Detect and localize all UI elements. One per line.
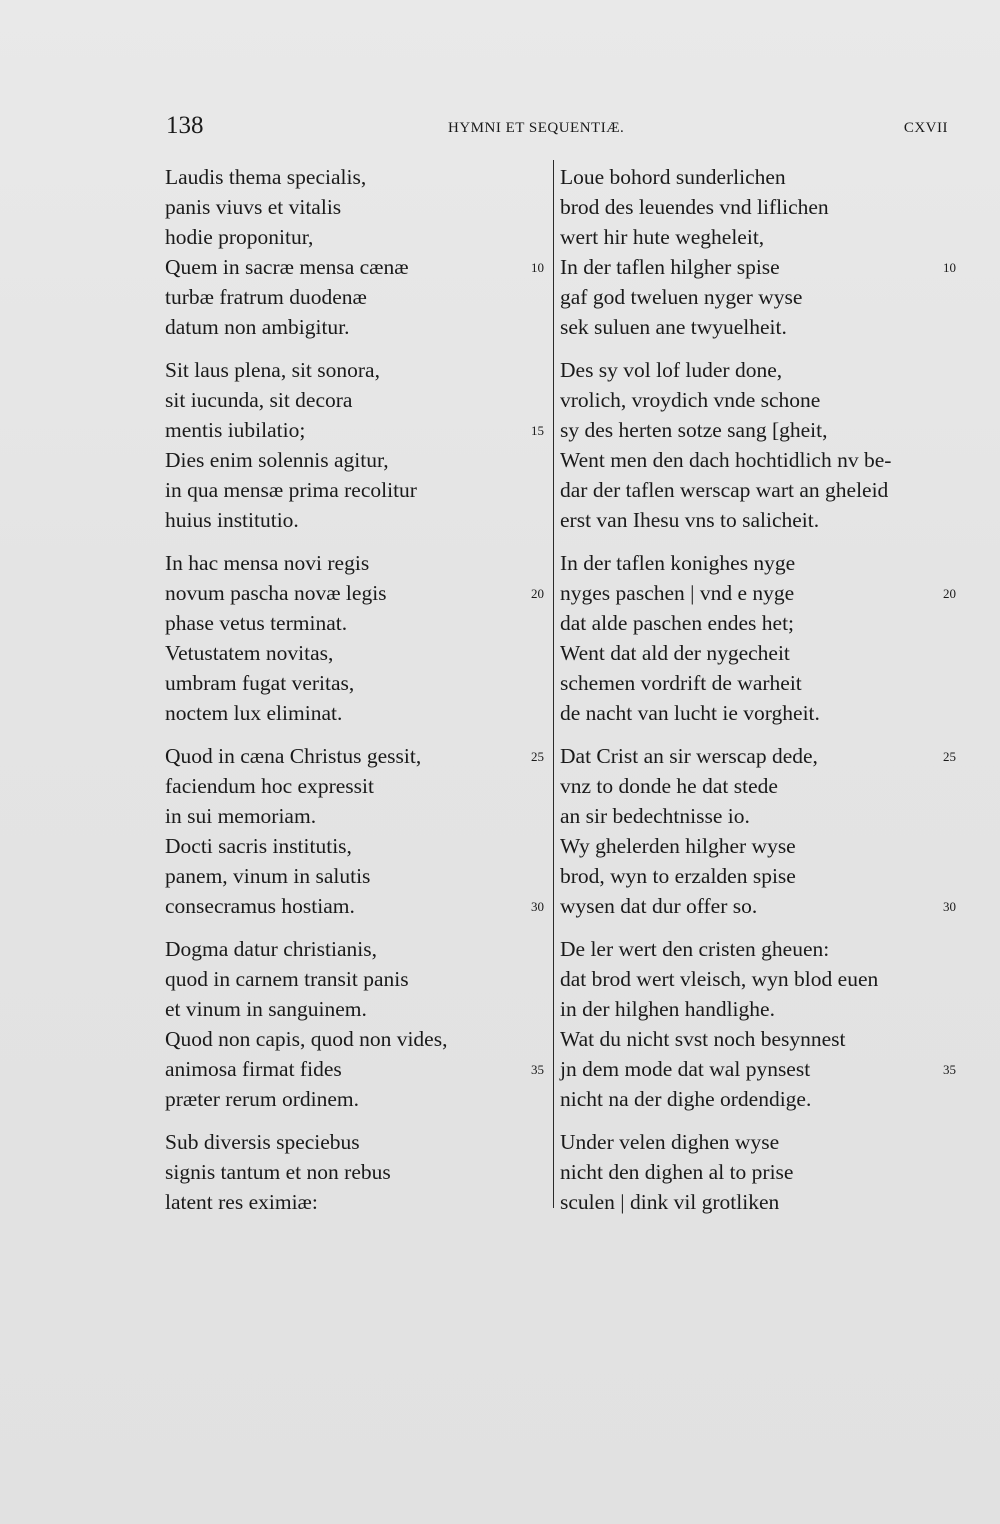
verse-line [560,445,950,475]
verse-line [165,801,550,831]
verse-text: quod in carnem transit panis [165,967,409,991]
verse-line [165,741,550,771]
verse-text: latent res eximiæ: [165,1190,318,1214]
verse-text: vnz to donde he dat stede [560,774,778,798]
running-title: HYMNI ET SEQUENTIÆ. [448,120,625,136]
verse-line [560,638,950,668]
page-number: 138 [166,112,204,139]
verse-text: præter rerum ordinem. [165,1087,360,1111]
verse-line [560,312,950,342]
verse-line [165,1127,550,1157]
latin-stanza [165,934,550,1114]
verse-line [165,1054,550,1084]
verse-text: novum pascha novæ legis [165,581,387,605]
verse-text: animosa firmat fides [165,1057,342,1081]
verse-line [560,698,950,728]
verse-line [165,964,550,994]
verse-line [560,994,950,1024]
verse-text: Quem in sacræ mensa cænæ [165,255,409,279]
line-number: 20 [531,586,544,601]
verse-line [165,415,550,445]
verse-text: panis viuvs et vitalis [165,195,342,219]
verse-line [165,475,550,505]
verse-line [560,608,950,638]
verse-line [560,861,950,891]
verse-text: Wy ghelerden hilgher wyse [560,834,796,858]
verse-line [560,1157,950,1187]
german-stanza [560,355,950,535]
verse-text: Quod in cæna Christus gessit, [165,744,422,768]
verse-line [165,385,550,415]
verse-text: In der taflen hilgher spise [560,255,780,279]
verse-line [560,578,956,608]
verse-text: Laudis thema specialis, [165,165,367,189]
verse-line [560,192,950,222]
verse-line [165,505,550,535]
verse-text: dat alde paschen endes het; [560,611,795,635]
verse-line [560,1127,950,1157]
verse-text: wysen dat dur offer so. [560,894,758,918]
verse-text: consecramus hostiam. [165,894,355,918]
latin-stanza [165,741,550,921]
german-stanza [560,1127,950,1217]
verse-line [560,505,950,535]
verse-line [165,608,550,638]
verse-line [560,282,950,312]
verse-text: in sui memoriam. [165,804,317,828]
verse-line [165,1157,550,1187]
verse-line [165,1024,550,1054]
verse-line [165,638,550,668]
german-stanza [560,741,956,921]
line-number: 15 [531,423,544,438]
verse-line [560,162,950,192]
verse-line [165,891,550,921]
verse-text: Sit laus plena, sit sonora, [165,358,380,382]
verse-line [560,475,950,505]
verse-text: Sub diversis speciebus [165,1130,360,1154]
verse-line [165,831,550,861]
verse-line [165,698,550,728]
verse-text: phase vetus terminat. [165,611,348,635]
line-number: 35 [531,1062,544,1077]
verse-line [560,891,956,921]
verse-line [165,445,550,475]
verse-text: umbram fugat veritas, [165,671,355,695]
latin-stanza [165,1127,550,1217]
verse-text: Went men den dach hochtidlich nv be- [560,448,892,472]
verse-line [165,668,550,698]
verse-text: et vinum in sanguinem. [165,997,367,1021]
verse-line [165,934,550,964]
latin-column [165,162,550,1230]
verse-text: sy des herten sotze sang [gheit, [560,418,828,442]
verse-text: dat brod wert vleisch, wyn blod euen [560,967,879,991]
verse-text: Dies enim solennis agitur, [165,448,389,472]
verse-text: Dogma datur christianis, [165,937,377,961]
verse-text: noctem lux eliminat. [165,701,343,725]
verse-line [560,1187,950,1217]
verse-text: panem, vinum in salutis [165,864,371,888]
verse-line [165,282,550,312]
column-divider [553,160,554,1208]
verse-line [165,312,550,342]
line-number: 20 [943,586,956,601]
latin-stanza [165,355,550,535]
line-number: 10 [943,260,956,275]
verse-line [165,355,550,385]
verse-line [560,355,950,385]
verse-line [165,1187,550,1217]
verse-text: Loue bohord sunderlichen [560,165,786,189]
verse-text: In der taflen konighes nyge [560,551,796,575]
page-header [166,112,948,144]
line-number: 30 [943,899,956,914]
verse-line [560,964,950,994]
verse-text: huius institutio. [165,508,299,532]
verse-text: Des sy vol lof luder done, [560,358,783,382]
verse-text: faciendum hoc expressit [165,774,374,798]
line-number: 35 [943,1062,956,1077]
verse-text: sculen | dink vil grotliken [560,1190,780,1214]
verse-text: an sir bedechtnisse io. [560,804,750,828]
verse-line [560,831,950,861]
verse-text: erst van Ihesu vns to salicheit. [560,508,820,532]
verse-text: nicht den dighen al to prise [560,1160,794,1184]
verse-text: hodie proponitur, [165,225,314,249]
verse-line [560,415,950,445]
verse-text: turbæ fratrum duodenæ [165,285,367,309]
verse-text: de nacht van lucht ie vorgheit. [560,701,820,725]
verse-line [165,192,550,222]
line-number: 25 [943,749,956,764]
verse-text: dar der taflen werscap wart an gheleid [560,478,889,502]
verse-text: sit iucunda, sit decora [165,388,353,412]
verse-text: Dat Crist an sir werscap dede, [560,744,818,768]
line-number: 10 [531,260,544,275]
verse-text: jn dem mode dat wal pynsest [560,1057,811,1081]
verse-line [165,861,550,891]
verse-line [165,222,550,252]
verse-line [165,548,550,578]
verse-text: nicht na der dighe ordendige. [560,1087,812,1111]
verse-line [165,578,550,608]
verse-text: sek suluen ane twyuelheit. [560,315,787,339]
verse-text: mentis iubilatio; [165,418,306,442]
verse-line [560,252,956,282]
german-stanza [560,934,956,1114]
latin-stanza [165,548,550,728]
verse-line [560,771,950,801]
verse-text: signis tantum et non rebus [165,1160,391,1184]
verse-line [560,1084,950,1114]
verse-text: schemen vordrift de warheit [560,671,802,695]
verse-line [560,1054,956,1084]
verse-text: gaf god tweluen nyger wyse [560,285,803,309]
verse-text: datum non ambigitur. [165,315,350,339]
verse-line [165,994,550,1024]
verse-text: Under velen dighen wyse [560,1130,780,1154]
verse-line [560,741,956,771]
verse-line [560,934,950,964]
verse-text: vrolich, vroydich vnde schone [560,388,821,412]
verse-line [165,1084,550,1114]
line-number: 25 [531,749,544,764]
verse-text: Quod non capis, quod non vides, [165,1027,448,1051]
verse-text: brod des leuendes vnd liflichen [560,195,829,219]
verse-text: In hac mensa novi regis [165,551,370,575]
german-stanza [560,162,956,342]
verse-line [165,162,550,192]
verse-text: Vetustatem novitas, [165,641,334,665]
line-number: 30 [531,899,544,914]
verse-text: brod, wyn to erzalden spise [560,864,796,888]
verse-line [560,222,950,252]
verse-text: in der hilghen handlighe. [560,997,775,1021]
verse-line [560,801,950,831]
verse-line [560,1024,950,1054]
verse-line [165,771,550,801]
german-column [560,162,956,1230]
verse-text: wert hir hute wegheleit, [560,225,765,249]
verse-text: Went dat ald der nygecheit [560,641,790,665]
verse-line [560,385,950,415]
german-stanza [560,548,956,728]
latin-stanza [165,162,550,342]
verse-text: nyges paschen | vnd e nyge [560,581,795,605]
verse-text: Wat du nicht svst noch besynnest [560,1027,846,1051]
verse-text: Docti sacris institutis, [165,834,352,858]
section-number: CXVII [903,120,948,136]
verse-text: in qua mensæ prima recolitur [165,478,417,502]
verse-line [560,548,950,578]
verse-line [560,668,950,698]
verse-text: De ler wert den cristen gheuen: [560,937,830,961]
verse-line [165,252,550,282]
